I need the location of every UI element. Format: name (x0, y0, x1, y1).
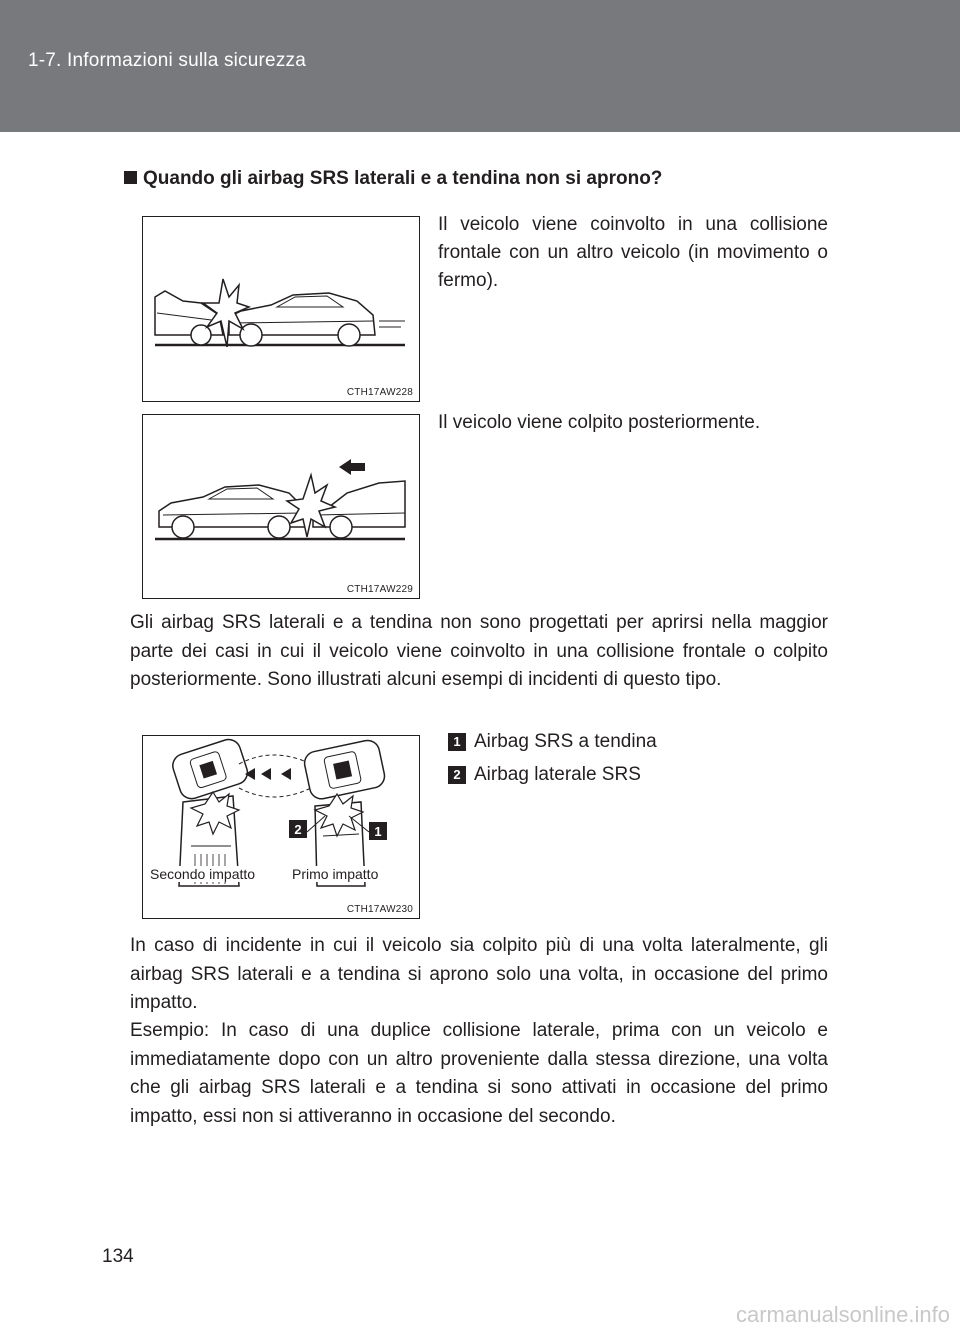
frontal-collision-illustration (143, 217, 419, 401)
figure-caption-rear: Il veicolo viene colpito posteriormente. (438, 412, 761, 433)
page-number: 134 (102, 1246, 134, 1267)
section-header-title: 1-7. Informazioni sulla sicurezza (28, 50, 306, 71)
number-badge-1: 1 (448, 733, 466, 751)
square-bullet-icon (124, 171, 137, 184)
body-paragraph-1: Gli airbag SRS laterali e a tendina non sono progettati per aprirsi nella maggior parte dei casi in cui il veicolo viene coinvolto in una collisione frontale o colpito posteriormente. Sono illustrati alcuni esempi di incidenti di questo tipo. (130, 612, 828, 690)
body-paragraph-3: Esempio: In caso di una duplice collisione laterale, prima con un veicolo e immediatamente dopo con un altro proveniente dalla stessa direzione, una volta che gli airbag SRS laterali e a tendina si sono attivati in occasione del primo impatto, essi non si attiveranno in occasione del secondo. (130, 1020, 828, 1127)
body-paragraph-2: In caso di incidente in cui il veicolo sia colpito più di una volta lateralmente, gli airbag SRS laterali e a tendina si aprono solo una volta, in occasione del primo impatto. (130, 935, 828, 1013)
number-badge-2: 2 (448, 766, 466, 784)
page-header (0, 0, 960, 132)
legend-text-2: Airbag laterale SRS (474, 764, 641, 785)
figure-caption-frontal: Il veicolo viene coinvolto in una collisione frontale con un altro veicolo (in movimento o fermo). (438, 214, 828, 291)
figure-code: CTH17AW229 (346, 584, 413, 595)
legend-item-2 (448, 764, 641, 786)
figure-side-collision (142, 735, 420, 919)
figure-rear-collision (142, 414, 420, 599)
figure-frontal-collision (142, 216, 420, 402)
svg-text:1: 1 (374, 824, 382, 839)
section-heading (124, 168, 662, 190)
figure-code: CTH17AW228 (346, 387, 413, 398)
first-impact-label: Primo impatto (292, 866, 379, 882)
rear-collision-illustration (143, 415, 419, 598)
svg-text:2: 2 (294, 822, 302, 837)
second-impact-label: Secondo impatto (150, 866, 256, 882)
section-heading-text: Quando gli airbag SRS laterali e a tendina non si aprono? (143, 168, 663, 189)
figure-code: CTH17AW230 (346, 904, 413, 915)
legend-text-1: Airbag SRS a tendina (474, 731, 657, 752)
side-collision-illustration (143, 736, 419, 918)
legend-item-1 (448, 731, 657, 753)
watermark: carmanualsonline.info (735, 1302, 950, 1327)
